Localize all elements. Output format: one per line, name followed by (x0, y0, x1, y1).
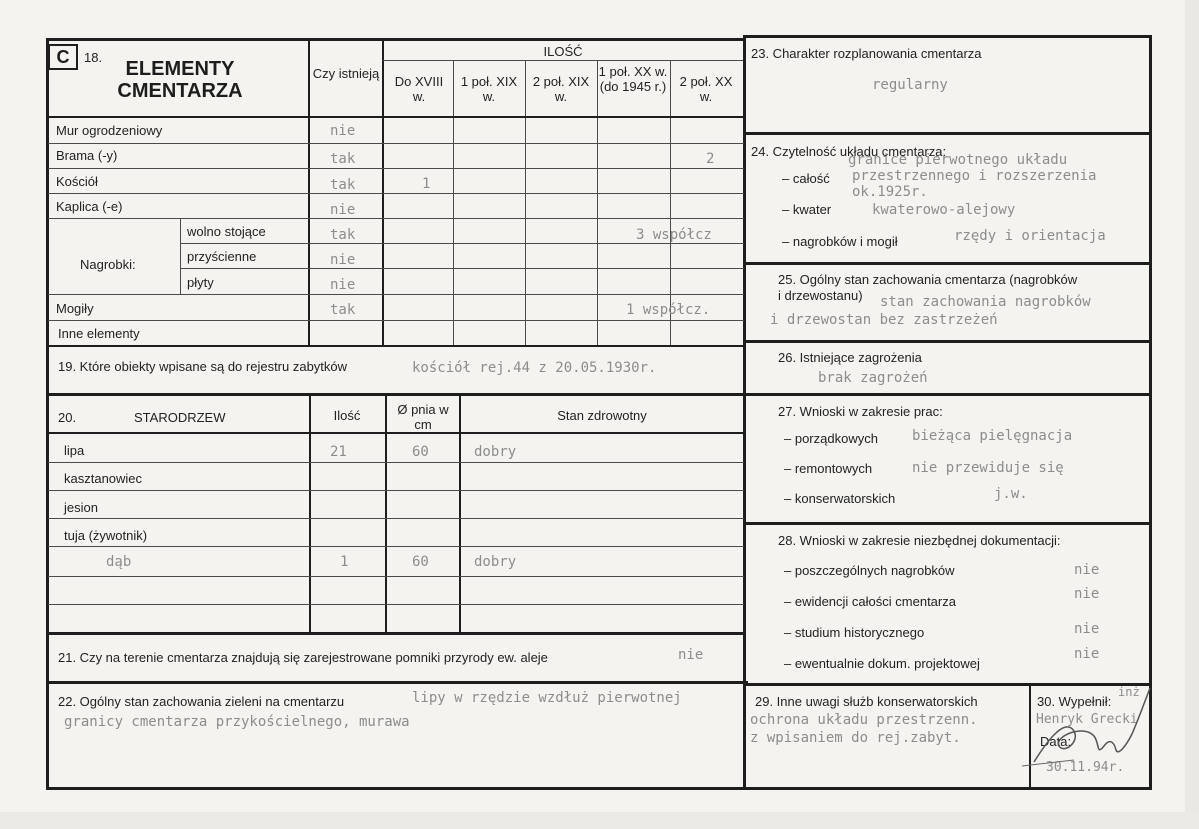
row-label: Kaplica (-e) (56, 199, 123, 214)
row-label: Mur ogrodzeniowy (56, 123, 163, 138)
trees-grid-v1 (309, 395, 311, 633)
trees-number: 20. (58, 410, 77, 425)
divider-21-22 (48, 681, 748, 684)
grid-h (48, 143, 744, 144)
divider-19-20 (48, 393, 744, 396)
q29-label: 29. Inne uwagi służb konserwatorskich (755, 694, 978, 709)
divider-25-26 (745, 340, 1151, 343)
q24-kwater-label: – kwater (782, 202, 832, 217)
grid-h-header (48, 116, 744, 118)
q30-date-label: Data: (1040, 734, 1072, 749)
q24-label: 24. Czytelność układu cmentarza: (751, 144, 947, 159)
frame-left (46, 38, 49, 790)
frame-right-top (743, 35, 1152, 38)
tree-name: jesion (64, 500, 98, 515)
tree-name: dąb (106, 554, 132, 570)
grid-h (180, 243, 744, 244)
nagrobki-exists: tak (330, 227, 356, 243)
q28-item-answer: nie (1074, 586, 1100, 602)
tree-name: kasztanowiec (64, 471, 143, 486)
nagrobki-exists: nie (330, 277, 356, 293)
trees-grid-v3 (459, 395, 461, 633)
row-exists: tak (330, 177, 356, 193)
grid-v-p4 (597, 60, 598, 346)
mogily-label: Mogiły (56, 301, 94, 316)
q28-item-label: – ewentualnie dokum. projektowej (784, 656, 980, 671)
tree-name: lipa (64, 443, 85, 458)
col-period-3: 2 poł. XIX w. (532, 74, 590, 104)
nagrobki-p4: 3 współcz (636, 227, 712, 243)
nagrobki-type: wolno stojące (187, 224, 266, 239)
q21-label: 21. Czy na terenie cmentarza znajdują się zarejestrowane pomniki przyrody ew. aleje (58, 650, 548, 665)
card-bottom-margin (0, 812, 1199, 829)
q28-item-label: – ewidencji całości cmentarza (784, 594, 956, 609)
divider-27-28 (745, 522, 1151, 525)
trees-col-diam: Ø pnia w cm (397, 402, 449, 432)
q22-label: 22. Ogólny stan zachowania zieleni na cmentarzu (58, 694, 345, 709)
inne-label: Inne elementy (58, 326, 140, 341)
q24-kwater-answer: kwaterowo-alejowy (872, 202, 1016, 218)
tree-health: dobry (474, 554, 517, 570)
trees-grid-v2 (385, 395, 387, 633)
q28-item-answer: nie (1074, 562, 1100, 578)
q24-nagrobkow-answer: rzędy i orientacja (954, 228, 1106, 244)
grid-h (48, 320, 744, 321)
trees-grid-header (48, 432, 744, 434)
grid-h (48, 294, 744, 295)
q28-item-label: – poszczególnych nagrobków (784, 563, 955, 578)
section-letter-box: C (48, 44, 78, 70)
divider-24-25 (745, 262, 1151, 265)
trees-grid-h (48, 490, 744, 491)
trees-col-health: Stan zdrowotny (557, 408, 647, 423)
q24-calosc-answer1: granice pierwotnego układu (848, 152, 1068, 168)
col-period-2: 1 poł. XIX w. (460, 74, 518, 104)
q21-answer: nie (678, 647, 704, 663)
card-edge (1185, 0, 1199, 829)
row-exists: tak (330, 151, 356, 167)
grid-h (48, 193, 744, 194)
q29-answer-line2: z wpisaniem do rej.zabyt. (750, 730, 961, 746)
tree-diam: 60 (412, 444, 429, 460)
trees-col-count: Ilość (333, 408, 361, 423)
q28-item-label: – studium historycznego (784, 625, 925, 640)
tree-count: 21 (330, 444, 347, 460)
nagrobki-label: Nagrobki: (80, 257, 136, 272)
row-label: Kościół (56, 174, 98, 189)
grid-v-p3 (525, 60, 526, 346)
q23-answer: regularny (872, 77, 948, 93)
q28-label: 28. Wnioski w zakresie niezbędnej dokumentacji: (778, 533, 1061, 548)
grid-v-nagrobki (180, 218, 181, 294)
frame-divider (743, 38, 746, 790)
grid-h (48, 218, 744, 219)
q28-item-answer: nie (1074, 646, 1100, 662)
col-count-header: ILOŚĆ (543, 44, 583, 59)
nagrobki-type: płyty (187, 275, 214, 290)
mogily-p4: 1 współcz. (626, 302, 711, 318)
q23-label: 23. Charakter rozplanowania cmentarza (751, 46, 982, 61)
q27-porz-answer: bieżąca pielęgnacja (912, 428, 1073, 444)
trees-grid-h (48, 462, 744, 463)
q19-answer: kościół rej.44 z 20.05.1930r. (412, 360, 657, 376)
tree-diam: 60 (412, 554, 429, 570)
signature-icon (1014, 676, 1154, 776)
tree-name: tuja (żywotnik) (64, 528, 148, 543)
q25-label-line1: 25. Ogólny stan zachowania cmentarza (nagrobków (778, 272, 1078, 287)
q27-rem-answer: nie przewiduje się (912, 460, 1064, 476)
grid-v-p2 (453, 60, 454, 346)
q25-label-line2: i drzewostanu) (778, 288, 863, 303)
trees-grid-h (48, 576, 744, 577)
q26-answer: brak zagrożeń (818, 370, 928, 386)
row-p1: 1 (422, 176, 431, 192)
col-period-1: Do XVIII w. (394, 74, 444, 104)
q24-nagrobkow-label: – nagrobków i mogił (782, 234, 898, 249)
q30-label: 30. Wypełnił: (1037, 694, 1112, 709)
q30-title-abbr: inż (1118, 685, 1140, 699)
grid-h (48, 168, 744, 169)
q22-answer-line2: granicy cmentarza przykościelnego, murawa (64, 714, 410, 730)
trees-grid-h (48, 546, 744, 547)
q28-item-answer: nie (1074, 621, 1100, 637)
grid-h-end18 (48, 345, 744, 347)
q25-answer-line2: i drzewostan bez zastrzeżeń (770, 312, 998, 328)
q27-rem-label: – remontowych (784, 461, 873, 476)
col-period-4: 1 poł. XX w. (do 1945 r.) (598, 64, 668, 94)
nagrobki-type: przyścienne (187, 249, 257, 264)
row-p5: 2 (706, 151, 715, 167)
tree-count: 1 (340, 554, 349, 570)
divider-26-27 (745, 393, 1151, 396)
q27-label: 27. Wnioski w zakresie prac: (778, 404, 943, 419)
divider-23-24 (745, 132, 1151, 135)
q24-calosc-answer3: ok.1925r. (852, 184, 928, 200)
row-label: Brama (-y) (56, 148, 118, 163)
q24-calosc-label: – całość (782, 171, 830, 186)
row-exists: nie (330, 202, 356, 218)
nagrobki-exists: nie (330, 252, 356, 268)
row-exists: nie (330, 123, 356, 139)
trees-grid-h (48, 604, 744, 605)
q22-answer-line1: lipy w rzędzie wzdłuż pierwotnej (412, 690, 682, 706)
q24-calosc-answer2: przestrzennego i rozszerzenia (852, 168, 1097, 184)
frame-bottom (46, 787, 1152, 790)
q27-porz-label: – porządkowych (784, 431, 878, 446)
grid-h (180, 268, 744, 269)
section-title: ELEMENTY CMENTARZA (117, 58, 243, 102)
tree-health: dobry (474, 444, 517, 460)
divider-20-21 (48, 632, 744, 635)
q27-kons-answer: j.w. (994, 486, 1028, 502)
q26-label: 26. Istniejące zagrożenia (778, 350, 922, 365)
q29-answer-line1: ochrona układu przestrzenn. (750, 712, 978, 728)
trees-title: STARODRZEW (134, 410, 226, 425)
trees-grid-h (48, 518, 744, 519)
q30-name: Henryk Grecki (1036, 712, 1138, 727)
grid-h-count (383, 60, 743, 61)
q27-kons-label: – konserwatorskich (784, 491, 896, 506)
section-number: 18. (84, 50, 103, 65)
frame-top (46, 38, 746, 41)
col-period-5: 2 poł. XX w. (679, 74, 733, 104)
col-exists-header: Czy istnieją (312, 66, 380, 81)
q19-label: 19. Które obiekty wpisane są do rejestru zabytków (58, 359, 348, 374)
mogily-exists: tak (330, 302, 356, 318)
q25-answer-line1: stan zachowania nagrobków (880, 294, 1091, 310)
q30-date: 30.11.94r. (1046, 760, 1125, 775)
